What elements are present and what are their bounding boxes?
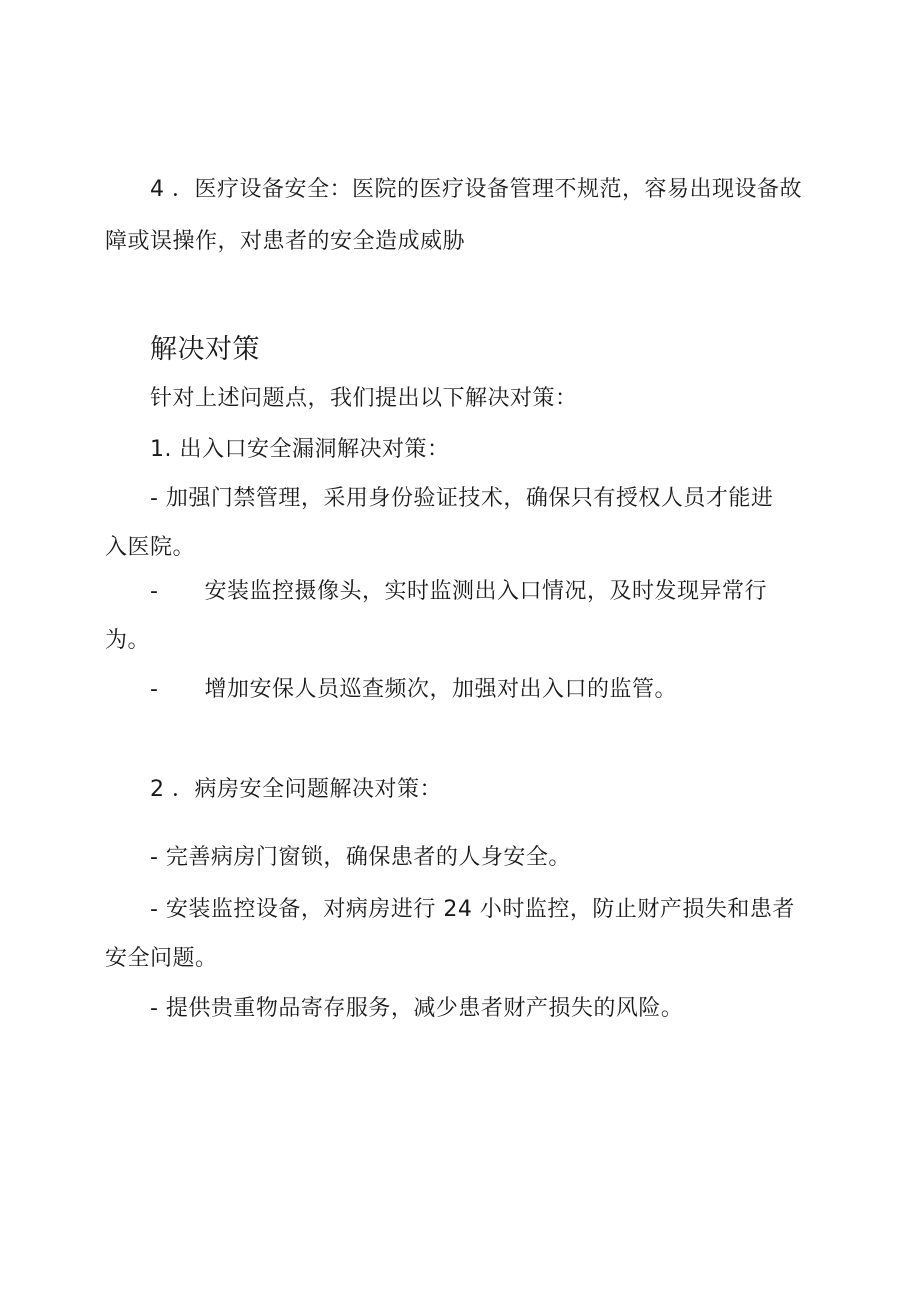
bullet-dash: - bbox=[150, 677, 159, 702]
item4-line2: 障或误操作，对患者的安全造成威胁 bbox=[105, 229, 466, 254]
sub1-bullet2-line2: 为。 bbox=[105, 628, 151, 653]
bullet-text: 安装监控摄像头，实时监测出入口情况，及时发现异常行 bbox=[204, 579, 767, 604]
sub1-bullet1-line1: - 加强门禁管理，采用身份验证技术，确保只有授权人员才能进 bbox=[150, 486, 774, 511]
sub1-bullet3-line1 bbox=[150, 675, 677, 705]
item4-line1: 4 ．医疗设备安全：医院的医疗设备管理不规范，容易出现设备故 bbox=[150, 177, 802, 202]
bullet-text: 增加安保人员巡查频次，加强对出入口的监管。 bbox=[204, 677, 677, 702]
section-title: 解决对策 bbox=[150, 334, 260, 365]
sub1-bullet2-line1 bbox=[150, 577, 767, 607]
sub1-heading: 1. 出入口安全漏洞解决对策： bbox=[150, 437, 450, 462]
sub2-bullet2-line2: 安全问题。 bbox=[105, 946, 218, 971]
sub2-bullet3: - 提供贵重物品寄存服务，减少患者财产损失的风险。 bbox=[150, 996, 684, 1021]
bullet-dash: - bbox=[150, 579, 159, 604]
sub2-bullet2-line1: - 安装监控设备，对病房进行 24 小时监控，防止财产损失和患者 bbox=[150, 897, 795, 922]
sub2-heading: 2 ．病房安全问题解决对策： bbox=[150, 777, 442, 802]
section-intro: 针对上述问题点，我们提出以下解决对策： bbox=[150, 386, 578, 411]
sub1-bullet1-line2: 入医院。 bbox=[105, 535, 196, 560]
sub2-bullet1: - 完善病房门窗锁，确保患者的人身安全。 bbox=[150, 845, 571, 870]
